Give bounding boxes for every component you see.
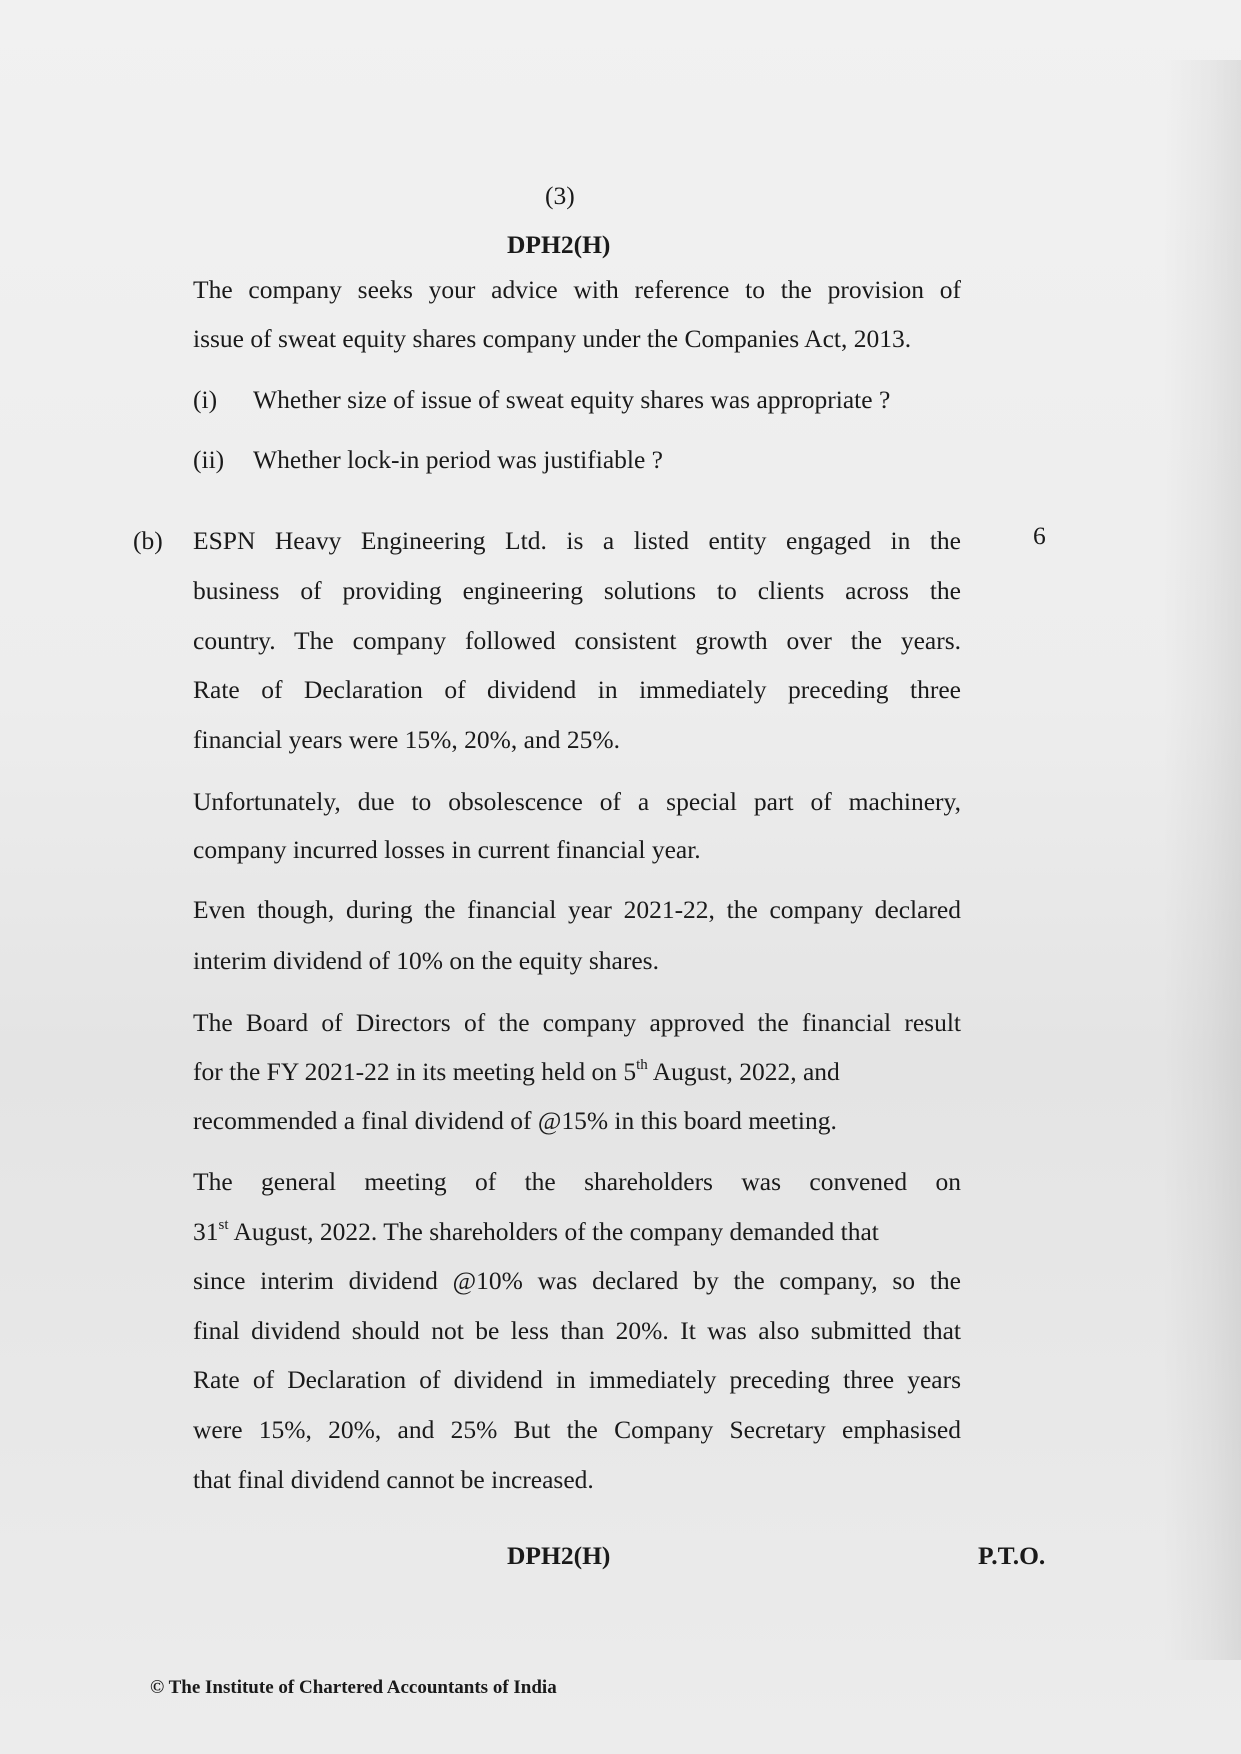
- question-i-text: Whether size of issue of sweat equity shares was appropriate ?: [253, 385, 891, 414]
- para5-line-7: that final dividend cannot be increased.: [193, 1465, 594, 1494]
- copyright-notice: © The Institute of Chartered Accountants of India: [150, 1677, 557, 1698]
- para1-line-1: ESPN Heavy Engineering Ltd. is a listed entity engaged in the: [193, 526, 961, 555]
- para1-line-5: financial years were 15%, 20%, and 25%.: [193, 725, 620, 754]
- para1-line-4: Rate of Declaration of dividend in immediately preceding three: [193, 675, 961, 704]
- please-turn-over: P.T.O.: [978, 1541, 1046, 1570]
- intro-line-2: issue of sweat equity shares company under the Companies Act, 2013.: [193, 324, 912, 353]
- para1-line-3: country. The company followed consistent growth over the years.: [193, 626, 961, 655]
- page-number: (3): [545, 181, 575, 210]
- scan-edge-shadow: [1163, 60, 1241, 1660]
- para5-line-5: Rate of Declaration of dividend in immediately preceding three years: [193, 1365, 961, 1394]
- para5-line-4: final dividend should not be less than 20%. It was also submitted that: [193, 1316, 961, 1345]
- para5-line-3: since interim dividend @10% was declared by the company, so the: [193, 1266, 961, 1295]
- question-ii-text: Whether lock-in period was justifiable ?: [253, 445, 663, 474]
- para2-line-1: Unfortunately, due to obsolescence of a special part of machinery,: [193, 787, 961, 816]
- para3-line-1: Even though, during the financial year 2021-22, the company declared: [193, 895, 961, 924]
- para2-line-2: company incurred losses in current financial year.: [193, 835, 701, 864]
- para4-line-2: [193, 1056, 961, 1088]
- question-i-number: (i): [193, 385, 218, 414]
- para4-line-2-sup: th: [636, 1056, 648, 1073]
- intro-line-1: The company seeks your advice with reference to the provision of: [193, 275, 961, 304]
- para5-line-1: The general meeting of the shareholders was convened on: [193, 1167, 961, 1196]
- para1-line-2: business of providing engineering solutions to clients across the: [193, 576, 961, 605]
- part-b-label: (b): [133, 526, 163, 555]
- para5-line-6: were 15%, 20%, and 25% But the Company Secretary emphasised: [193, 1415, 961, 1444]
- part-b-marks: 6: [1033, 521, 1046, 550]
- para5-line-2-start: 31: [193, 1217, 219, 1246]
- para5-line-2-end: August, 2022. The shareholders of the company demanded that: [228, 1217, 879, 1246]
- paper-code-footer: DPH2(H): [507, 1541, 611, 1570]
- para4-line-1: The Board of Directors of the company approved the financial result: [193, 1008, 961, 1037]
- question-ii-number: (ii): [193, 445, 225, 474]
- para4-line-3: recommended a final dividend of @15% in this board meeting.: [193, 1106, 837, 1135]
- para5-line-2: [193, 1216, 961, 1248]
- para4-line-2-end: August, 2022, and: [647, 1057, 840, 1086]
- para3-line-2: interim dividend of 10% on the equity shares.: [193, 946, 659, 975]
- paper-code-header: DPH2(H): [507, 230, 611, 259]
- para4-line-2-start: for the FY 2021-22 in its meeting held on 5: [193, 1057, 637, 1086]
- para5-line-2-sup: st: [218, 1216, 229, 1233]
